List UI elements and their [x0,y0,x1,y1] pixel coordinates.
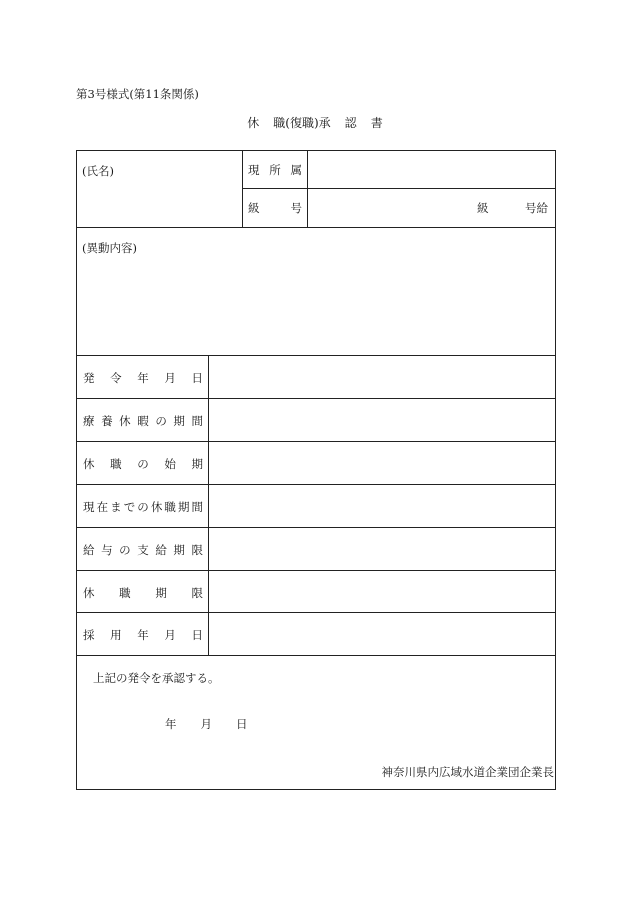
grade-step-unit: 号給 [525,201,548,215]
divider [76,527,556,528]
name-field[interactable] [82,180,237,224]
divider [76,441,556,442]
divider [76,612,556,613]
title-part-3: 認 [344,116,357,130]
change-details-field[interactable] [82,258,552,352]
title-part-4: 書 [370,116,383,130]
approval-statement: 上記の発令を承認する。 [93,671,220,685]
row-label-leave-period-to-date: 現 在 ま で の 休 職 期 間 [83,500,203,514]
divider [76,227,556,228]
row-label-issue-date: 発 令 年 月 日 [83,371,203,385]
row-label-leave-deadline: 休 職 期 限 [83,586,203,600]
row-value-leave-deadline[interactable] [212,573,552,610]
change-details-label: (異動内容) [82,241,137,255]
row-label-hire-date: 採 用 年 月 日 [83,628,203,642]
grade-label [248,200,302,216]
divider [76,655,556,656]
row-label-salary-payment-deadline: 給 与 の 支 給 期 限 [83,543,203,557]
title-part-2: 職(復職)承 [273,116,331,130]
label-char: 号 [290,201,302,215]
row-value-issue-date[interactable] [212,358,552,396]
row-value-sick-leave-period[interactable] [212,401,552,439]
current-department-field[interactable] [310,152,554,186]
divider [242,188,556,189]
row-value-leave-period-to-date[interactable] [212,487,552,525]
current-department-label [248,162,302,178]
label-char: 級 [248,201,260,215]
row-value-leave-start[interactable] [212,444,552,482]
date-day-unit: 日 [236,717,248,731]
divider [242,150,243,228]
row-value-salary-payment-deadline[interactable] [212,530,552,568]
label-char: 所 [269,163,281,177]
divider [76,484,556,485]
form-number-label: 第3号様式(第11条関係) [76,87,199,101]
divider [307,150,308,228]
row-value-hire-date[interactable] [212,615,552,653]
divider [208,355,209,655]
date-year-unit: 年 [165,717,177,731]
title-part-1: 休 [247,116,260,130]
label-char: 属 [290,163,302,177]
grade-class-unit: 級 [477,201,489,215]
date-month-unit: 月 [200,717,212,731]
divider [76,355,556,356]
signatory: 神奈川県内広域水道企業団企業長 [381,765,554,779]
row-label-sick-leave-period: 療 養 休 暇 の 期 間 [83,414,203,428]
name-label: (氏名) [82,164,114,178]
divider [76,398,556,399]
divider [76,570,556,571]
document-title [0,114,630,131]
row-label-leave-start: 休 職 の 始 期 [83,457,203,471]
approval-date [165,716,248,732]
label-char: 現 [248,163,260,177]
